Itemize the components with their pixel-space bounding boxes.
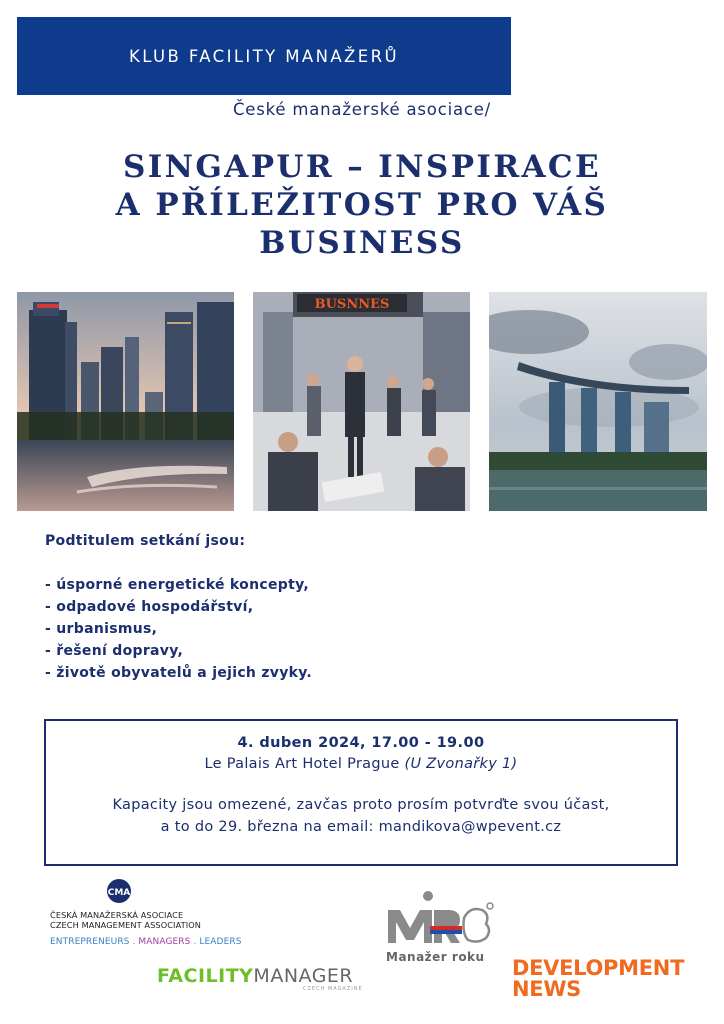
cma-tag-leaders: LEADERS bbox=[199, 937, 242, 947]
list-item: - řešení dopravy, bbox=[45, 643, 184, 659]
event-box bbox=[44, 719, 678, 866]
cma-name-cz: ČESKÁ MANAŽERSKÁ ASOCIACE bbox=[50, 910, 184, 920]
note-line-2[interactable]: a to do 29. března na email: mandikova@wpevent.cz bbox=[160, 819, 562, 835]
business-sign: BUSNNES bbox=[314, 297, 390, 312]
title-line-2: A PŘÍLEŽITOST PRO VÁŠ bbox=[115, 187, 609, 223]
banner-text: KLUB FACILITY MANAŽERŮ bbox=[129, 46, 399, 66]
facility-manager-logo bbox=[157, 965, 363, 992]
cma-emblem-icon bbox=[50, 876, 200, 908]
cma-tag-managers: MANAGERS bbox=[138, 937, 191, 947]
photo-singapore-skyline bbox=[17, 292, 234, 511]
cma-name bbox=[50, 910, 201, 930]
cma-mark: CMA bbox=[107, 888, 131, 898]
dn-logo-line-2: NEWS bbox=[512, 977, 582, 1001]
fm-logo-facility: FACILITY bbox=[157, 965, 254, 987]
event-venue bbox=[46, 756, 676, 772]
fm-logo-sub: CZECH MAGAZINE bbox=[303, 986, 363, 992]
cma-logo bbox=[50, 876, 242, 947]
development-news-logo bbox=[512, 958, 684, 1000]
page-title bbox=[0, 148, 724, 262]
dn-logo-line-1: DEVELOPMENT bbox=[512, 956, 685, 980]
list-item: - životě obyvatelů a jejich zvyky. bbox=[45, 665, 313, 681]
title-line-3: BUSINESS bbox=[259, 225, 465, 261]
list-item: - úsporné energetické koncepty, bbox=[45, 577, 310, 593]
list-item: - odpadové hospodářství, bbox=[45, 599, 254, 615]
fm-logo-manager: MANAGER bbox=[253, 965, 354, 987]
topics-section bbox=[45, 530, 312, 684]
title-line-1: SINGAPUR – INSPIRACE bbox=[122, 149, 602, 185]
subtitle: České manažerské asociace/ bbox=[232, 100, 492, 119]
cma-name-en: CZECH MANAGEMENT ASSOCIATION bbox=[50, 920, 202, 930]
registration-note bbox=[46, 794, 676, 838]
note-line-1: Kapacity jsou omezené, zavčas proto prosím potvrďte svou účast, bbox=[112, 797, 610, 813]
venue-name: Le Palais Art Hotel Prague bbox=[204, 756, 400, 772]
event-date: 4. duben 2024, 17.00 - 19.00 bbox=[237, 735, 485, 751]
manazer-roku-label: Manažer roku bbox=[386, 950, 485, 964]
cma-tag-entrepreneurs: ENTREPRENEURS bbox=[50, 937, 130, 947]
cma-tagline: ENTREPRENEURS . MANAGERS . LEADERS bbox=[50, 937, 242, 947]
photo-business-people bbox=[253, 292, 470, 511]
topics-heading: Podtitulem setkání jsou: bbox=[45, 533, 246, 549]
list-item: - urbanismus, bbox=[45, 621, 158, 637]
photo-marina-bay-sands bbox=[489, 292, 707, 511]
header-banner bbox=[17, 17, 511, 95]
topics-list bbox=[45, 574, 312, 684]
venue-address: (U Zvonařky 1) bbox=[404, 756, 518, 772]
